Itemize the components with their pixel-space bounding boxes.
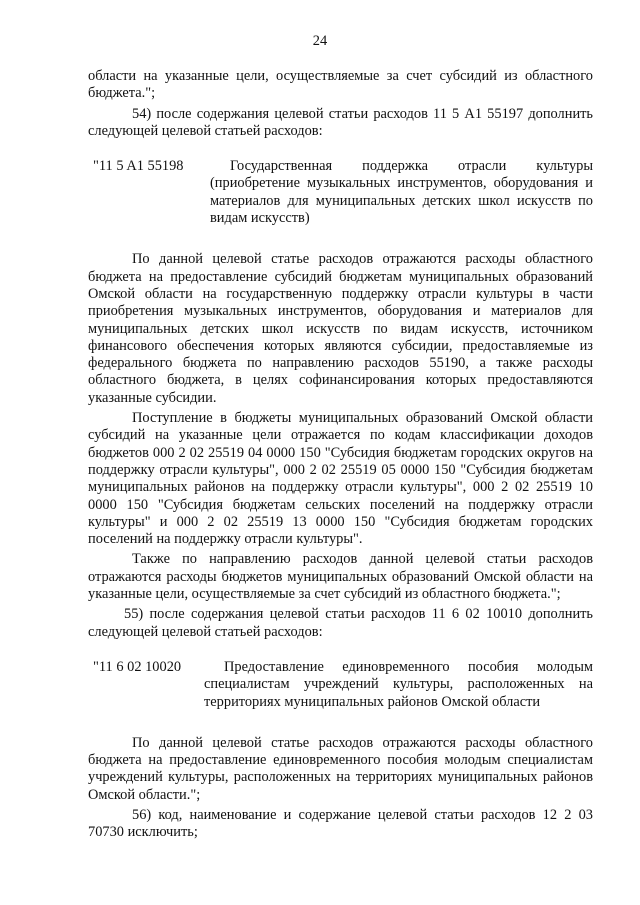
budget-article-entry-2	[88, 659, 593, 711]
paragraph-continuation: области на указанные цели, осуществляемые за счет субсидий из областного бюджета.";	[88, 68, 593, 102]
paragraph-also-expenses-1: Также по направлению расходов данной целевой статьи расходов отражаются расходы бюджетов муниципальных образований Омской области на указанные цели, осуществляемые за счет субсидий из областного бюджета.";	[88, 551, 593, 603]
budget-article-code-1: "11 5 A1 55198	[93, 158, 184, 175]
budget-article-title-2	[204, 659, 593, 711]
paragraph-item-54: 54) после содержания целевой статьи расходов 11 5 A1 55197 дополнить следующей целевой статьей расходов:	[88, 105, 593, 139]
paragraph-item-55: 55) после содержания целевой статьи расходов 11 6 02 10010 дополнить следующей целевой статьей расходов:	[88, 606, 593, 640]
paragraph-description-2: По данной целевой статье расходов отражаются расходы областного бюджета на предоставление единовременного пособия молодым специалистам учреждений культуры, расположенных на территориях муниципальных районов Омской области.";	[88, 734, 593, 803]
document-body	[88, 68, 593, 842]
budget-article-title-1	[210, 158, 593, 227]
paragraph-description-1: По данной целевой статье расходов отражаются расходы областного бюджета на предоставление субсидий бюджетам муниципальных образований Омской области на государственную поддержку отрасли культуры в части приобретения музыкальных инструментов, оборудования и материалов для муниципальных детских школ искусств по видам искусств, источником финансового обеспечения которых являются субсидии, предоставляемые из федерального бюджета по направлению расходов 55190, а также расходы областного бюджета, в целях софинансирования которых предоставляются указанные субсидии.	[88, 251, 593, 406]
page-number: 24	[312, 33, 328, 49]
budget-article-entry-1	[88, 158, 593, 227]
budget-article-title-1-text: Государственная поддержка отрасли культуры (приобретение музыкальных инструментов, оборудования и материалов для муниципальных детских школ искусств по видам искусств)	[210, 158, 593, 227]
paragraph-item-56: 56) код, наименование и содержание целевой статьи расходов 12 2 03 70730 исключить;	[88, 806, 593, 841]
budget-article-code-2: "11 6 02 10020	[93, 658, 182, 675]
paragraph-revenue-codes: Поступление в бюджеты муниципальных образований Омской области субсидий на указанные цели отражается по кодам классификации доходов бюджетов 000 2 02 25519 04 0000 150 "Субсидия бюджетам городских округов на поддержку отрасли культуры", 000 2 02 25519 05 0000 150 "Субсидия бюджетам муниципальных районов на поддержку отрасли культуры", 000 2 02 25519 10 0000 150 "Субсидия бюджетам сельских поселений на поддержку отрасли культуры" и 000 2 02 25519 13 0000 150 "Субсидия бюджетам городских поселений на поддержку отрасли культуры".	[88, 410, 593, 548]
budget-article-title-2-text: Предоставление единовременного пособия молодым специалистам учреждений культуры, расположенных на территориях муниципальных районов Омской области	[204, 658, 593, 710]
